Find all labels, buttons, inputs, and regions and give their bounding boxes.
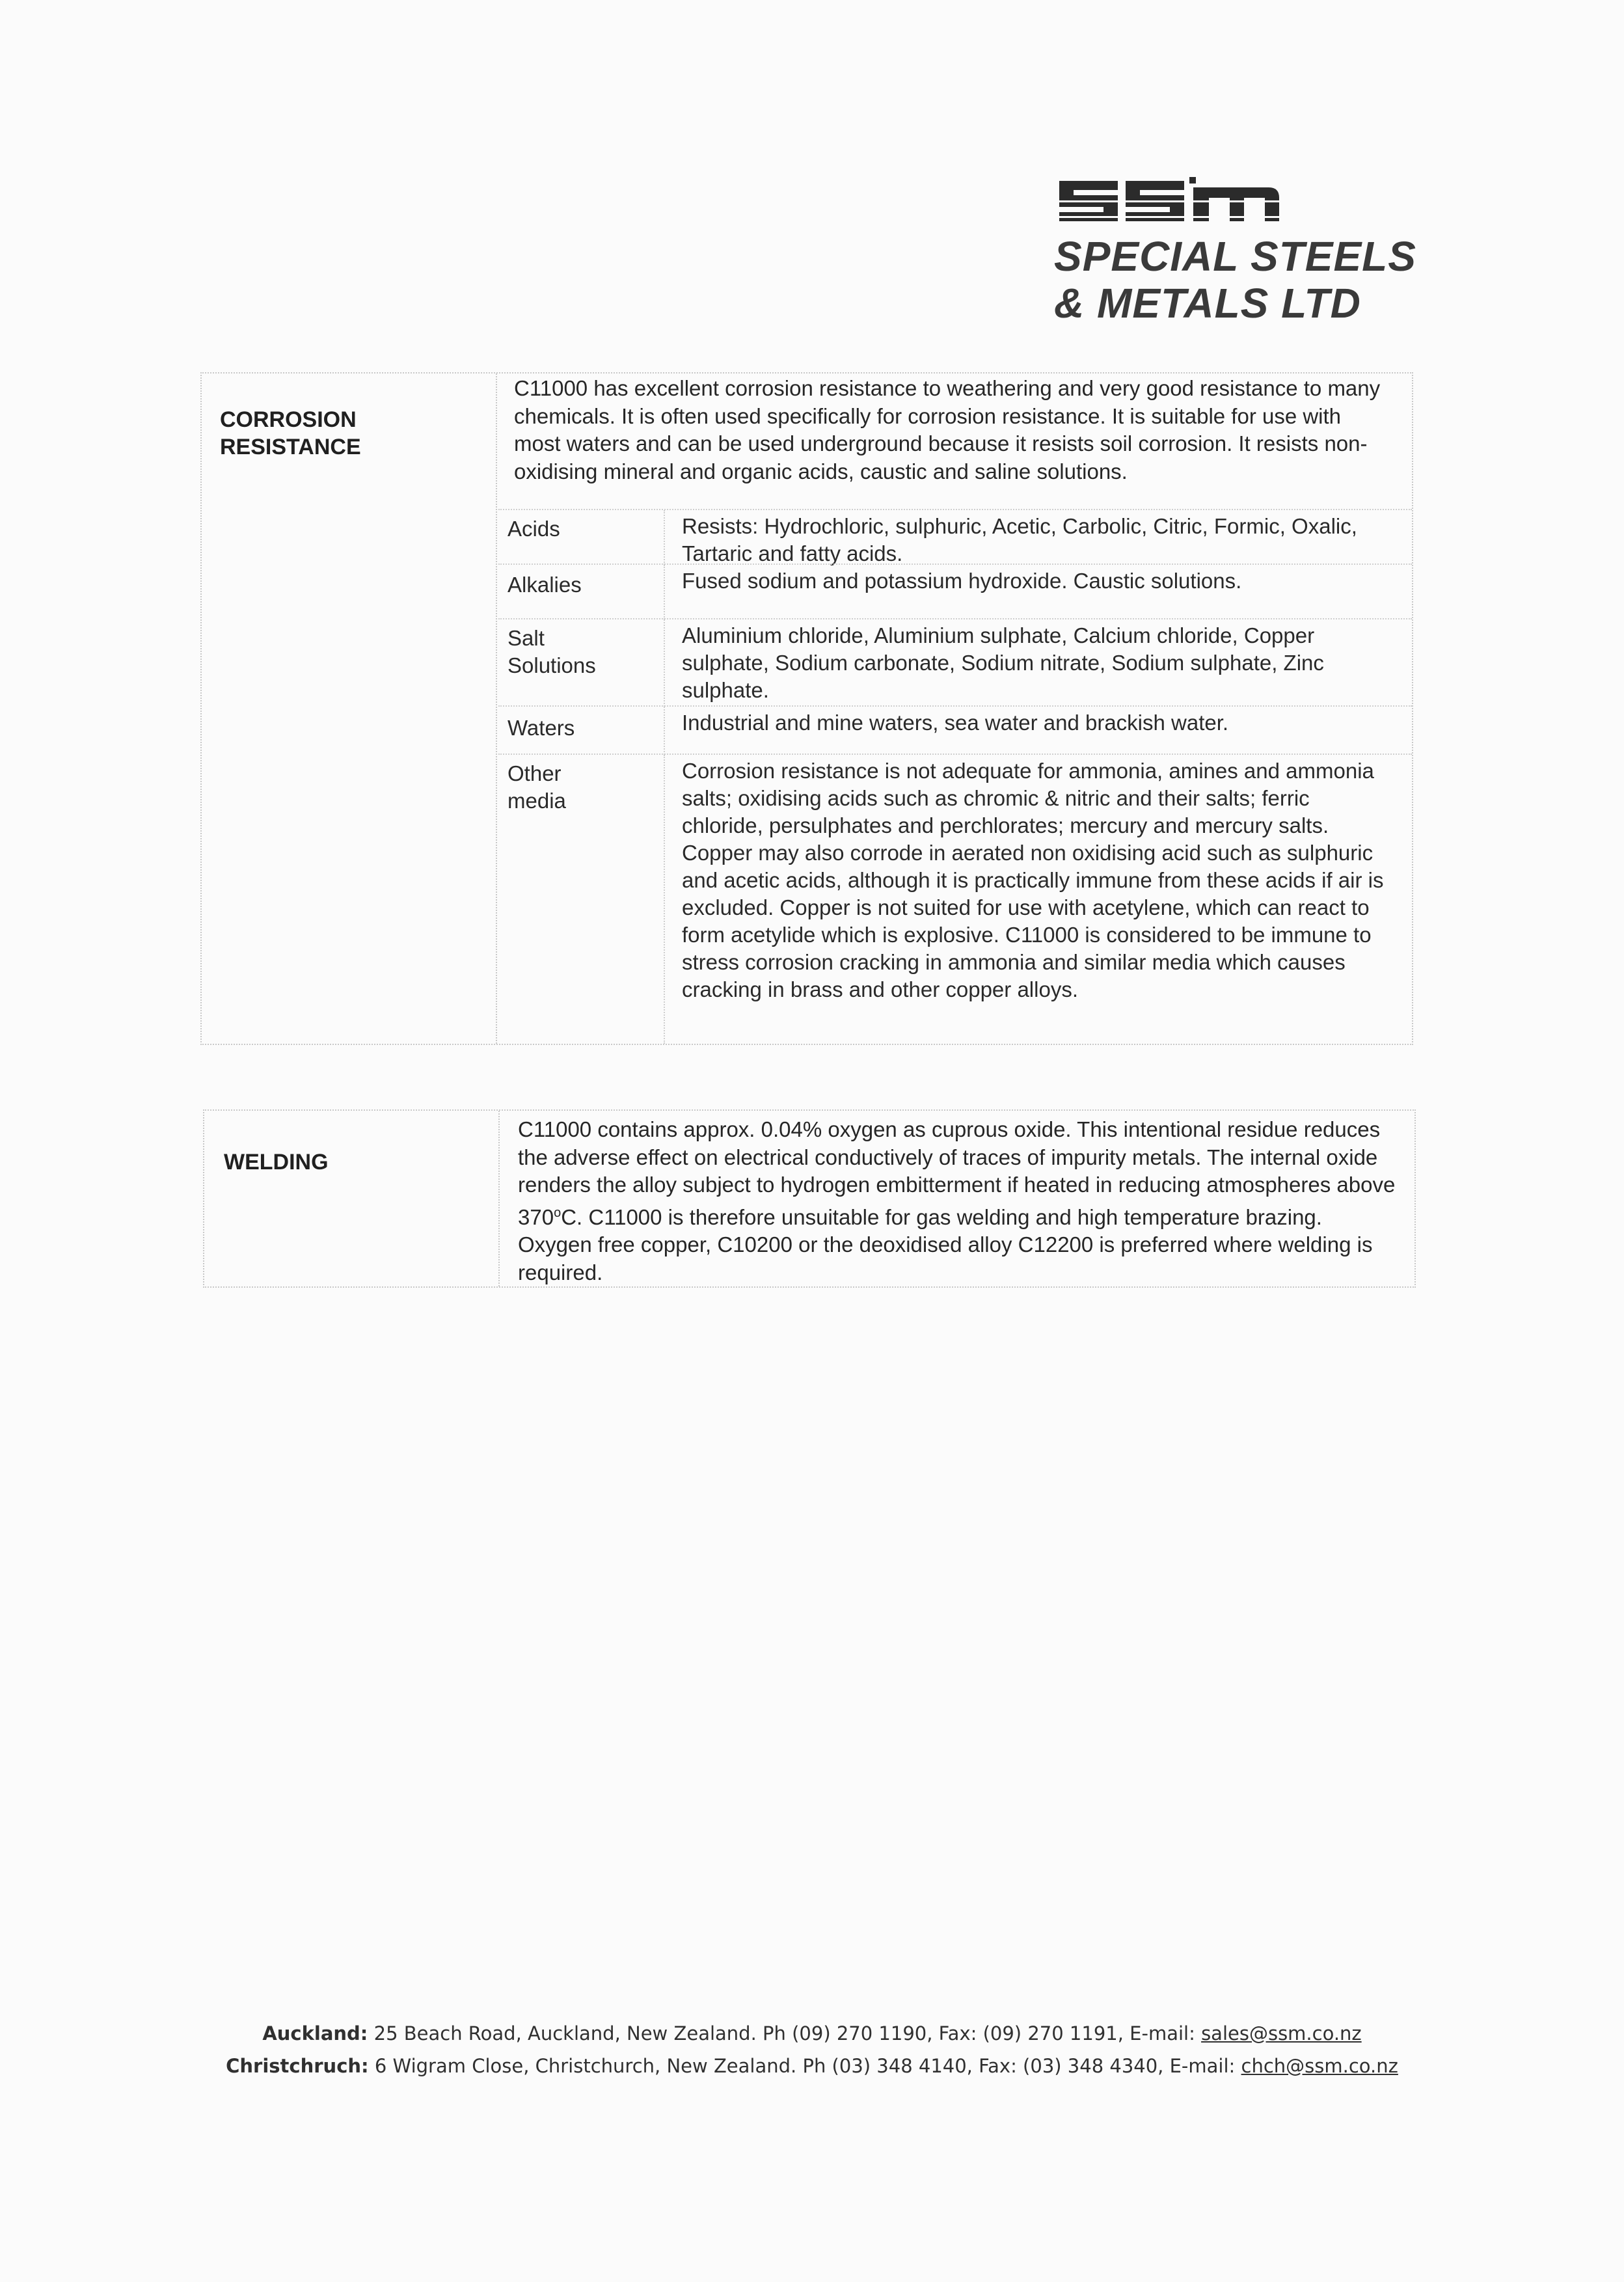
- row-divider: [664, 707, 665, 755]
- corrosion-label-line2: RESISTANCE: [220, 435, 361, 459]
- auckland-label: Auckland:: [262, 2022, 368, 2044]
- welding-section-label: WELDING: [224, 1150, 329, 1175]
- column-divider: [496, 374, 497, 1044]
- row-key: Other media: [508, 761, 566, 813]
- row-divider: [664, 619, 665, 707]
- row-value: Industrial and mine waters, sea water and brackish water.: [682, 711, 1229, 735]
- row-value: Resists: Hydrochloric, sulphuric, Acetic, Carbolic, Citric, Formic, Oxalic, Tartaric and fatty acids.: [682, 514, 1357, 565]
- column-divider: [498, 1111, 500, 1286]
- auckland-address: 25 Beach Road, Auckland, New Zealand. Ph (09) 270 1190, Fax: (09) 270 1191, E-mail:: [368, 2022, 1202, 2044]
- row-divider: [664, 565, 665, 619]
- row-divider: [664, 755, 665, 1044]
- table-row: [498, 564, 1412, 619]
- company-logo: [1054, 176, 1418, 327]
- table-row: [498, 754, 1412, 1044]
- row-key: Waters: [508, 716, 575, 740]
- row-key: Acids: [508, 517, 560, 541]
- corrosion-section-label: [220, 406, 361, 461]
- auckland-email-link[interactable]: sales@ssm.co.nz: [1201, 2022, 1362, 2044]
- table-row: [498, 705, 1412, 755]
- footer-auckland: [0, 2017, 1624, 2050]
- christchurch-label: Christchruch:: [226, 2055, 369, 2077]
- row-key: Salt Solutions: [508, 626, 596, 677]
- footer-christchurch: [0, 2050, 1624, 2082]
- corrosion-resistance-section: [200, 372, 1413, 1045]
- welding-text-part2: C. C11000 is therefore unsuitable for gas welding and high temperature brazing. Oxygen free copper, C10200 or the deoxidised alloy C12200 is preferred where welding is required.: [518, 1204, 1373, 1284]
- row-value: Corrosion resistance is not adequate for ammonia, amines and ammonia salts; oxidising acids such as chromic & nitric and their salts; ferric chloride, persulphates and perchlorates; mercury and mercury salts. Copper may also corrode in aerated non oxidising acid such as sulphuric and acetic acids, although it is practically immune from these acids if air is excluded. Copper is not suited for use with acetylene, which can react to form acetylide which is explosive. C11000 is considered to be immune to stress corrosion cracking in ammonia and similar media which causes cracking in brass and other copper alloys.: [682, 759, 1384, 1001]
- christchurch-address: 6 Wigram Close, Christchurch, New Zealand. Ph (03) 348 4140, Fax: (03) 348 4340, E-mail:: [368, 2055, 1241, 2077]
- welding-section: [203, 1109, 1416, 1288]
- corrosion-intro-text: C11000 has excellent corrosion resistance to weathering and very good resistance to many chemicals. It is often used specifically for corrosion resistance. It is suitable for use with most waters and can be used underground because it resists soil corrosion. It resists non-oxidising mineral and organic acids, caustic and saline solutions.: [514, 376, 1381, 483]
- degree-superscript: o: [554, 1205, 562, 1220]
- company-name-line2: & METALS LTD: [1054, 280, 1361, 327]
- company-name-line1: SPECIAL STEELS: [1054, 233, 1416, 280]
- corrosion-label-line1: CORROSION: [220, 407, 357, 432]
- welding-text: [518, 1116, 1396, 1286]
- row-key: Alkalies: [508, 573, 582, 597]
- table-row: [498, 509, 1412, 565]
- table-row: [498, 618, 1412, 707]
- row-value: Fused sodium and potassium hydroxide. Caustic solutions.: [682, 569, 1242, 593]
- ssm-logo-mark-icon: [1054, 176, 1282, 233]
- footer-contact: [0, 2017, 1624, 2082]
- welding-text-part1: C11000 contains approx. 0.04% oxygen as cuprous oxide. This intentional residue reduces the adverse effect on electrical conductively of traces of impurity metals. The internal oxide renders the alloy subject to hydrogen embitterment if heated in reducing atmospheres above 370: [518, 1117, 1396, 1229]
- row-value: Aluminium chloride, Aluminium sulphate, Calcium chloride, Copper sulphate, Sodium carbonate, Sodium nitrate, Sodium sulphate, Zinc sulphate.: [682, 623, 1324, 702]
- row-divider: [664, 510, 665, 565]
- christchurch-email-link[interactable]: chch@ssm.co.nz: [1241, 2055, 1398, 2077]
